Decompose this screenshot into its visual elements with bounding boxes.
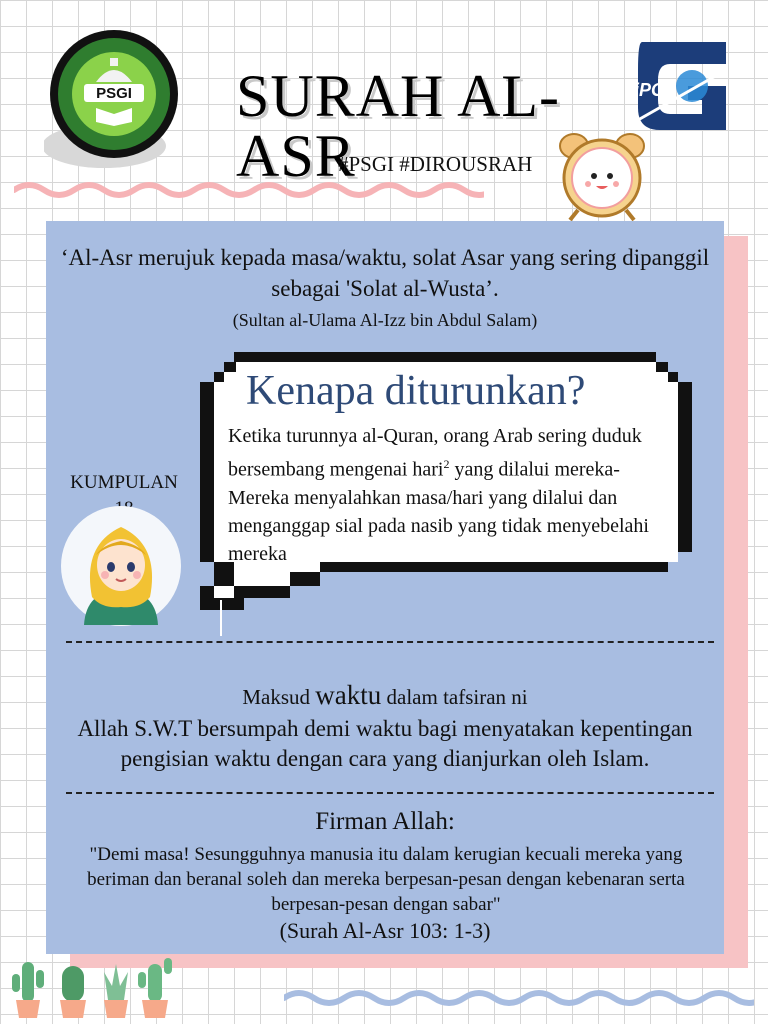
waktu-section-body: Allah S.W.T bersumpah demi waktu bagi menyatakan kepentingan pengisian waktu dengan cara yang dianjurkan oleh Islam.	[77, 716, 693, 771]
alarm-clock-icon	[556, 130, 648, 222]
wave-decoration-bottom	[284, 986, 754, 1010]
firman-quote: "Demi masa! Sesungguhnya manusia itu dalam kerugian kecuali mereka yang beriman dan beranal soleh dan mereka berpesan-pesan dengan kebenaran serta berpesan-pesan dengan sabar"	[87, 844, 685, 915]
intro-quote: ‘Al-Asr merujuk kepada masa/waktu, solat Asar yang sering dipanggil sebagai 'Solat al-Wusta’.	[60, 245, 710, 301]
bubble-body	[228, 422, 668, 568]
waktu-section-title	[46, 680, 724, 711]
bubble-body-part2: yang dilalui mereka- Mereka menyalahkan masa/hari yang dilalui dan menganggap sial pada nasib yang tidak menyebelahi mereka	[228, 458, 649, 565]
group-label: KUMPULAN	[70, 472, 178, 493]
dashed-separator-1	[66, 641, 714, 643]
bubble-heading: Kenapa diturunkan?	[246, 368, 586, 414]
ipg-logo-label: iPG	[634, 80, 666, 100]
firman-source: (Surah Al-Asr 103: 1-3)	[279, 918, 491, 943]
hashtag-text: #PSGI #DIROUSRAH	[338, 152, 533, 176]
intro-quote-source: (Sultan al-Ulama Al-Izz bin Abdul Salam)	[232, 310, 538, 330]
waktu-title-keyword: waktu	[315, 680, 382, 710]
vertical-divider	[220, 600, 222, 636]
page-title: SURAH AL-ASR	[236, 63, 561, 189]
avatar	[60, 505, 182, 627]
cactus-plants-icon	[8, 950, 176, 1020]
waktu-title-prefix: Maksud	[242, 685, 316, 709]
dashed-separator-2	[66, 792, 714, 794]
psgi-logo-label: PSGI	[96, 85, 132, 102]
firman-title: Firman Allah:	[315, 808, 455, 835]
bubble-body-part1: Ketika turunnya al-Quran, orang Arab sering duduk bersembang mengenai hari	[228, 425, 642, 481]
waktu-title-suffix: dalam tafsiran ni	[381, 685, 528, 709]
bubble-body-superscript: 2	[443, 457, 450, 471]
